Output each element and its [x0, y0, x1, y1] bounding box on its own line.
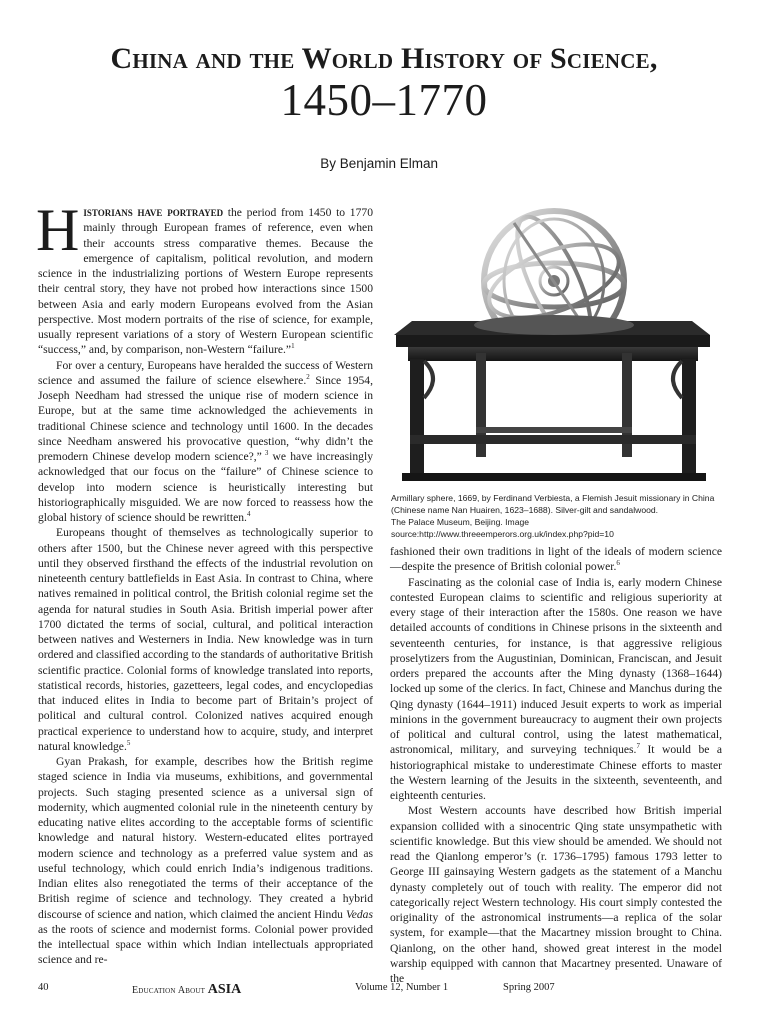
paragraph-1: Historians have portrayed the period from 1450 to 1770 mainly through European frames of reference, even when their accounts stress comparative themes. Because the emergence of capitalism, political revolution, and modern science in the industrializing portions of Western Europe represents their central story, they have not probed how interactions since 1500 between Asia and early modern Europeans evolved from the Asian perspective. Most modern portraits of the rise of science, for example, usually represent variations of a story of Western European scientific “success,” and, by comparison, non-Western “failure.”$^1$: [36, 197, 373, 357]
caption-source: The Palace Museum, Beijing. Image source:http://www.threeemperors.org.uk/index.php?pid=10: [391, 517, 614, 539]
column-left: [36, 197, 374, 968]
paragraph-2: For over a century, Europeans have heralded the success of Western science and assumed the failure of science elsewhere.$^2$ Since 1954, Joseph Needham had stressed the unique rise of modern science in Europe, but at the same time acknowledged the achievements in traditional Chinese science and technology until 1600. In the decades since Needham answered his provocative question, “why didn’t the premodern Chinese develop modern science?,” $^3$ we have increasingly acknowledged that our focus on the “failure” of Chinese science to develop into modern science is heuristically interesting but historiographically misguided. We are now forced to reassess how the global history of science should be rewritten.$^4$: [38, 358, 374, 524]
armillary-sphere-image: [392, 203, 722, 488]
paragraph-5: fashioned their own traditions in light of the ideals of modern science—despite the presence of British colonial power.$^6$: [390, 545, 722, 574]
article-years: 1450–1770: [280, 75, 488, 125]
issue-date: Spring 2007: [503, 982, 555, 993]
paragraph-6: Fascinating as the colonial case of India is, early modern Chinese contested European claims to scientific and religious superiority at every stage of their interaction after the 1580s. One reason we have detailed accounts of conditions in Chinese prisons in the sixteenth and seventeenth centuries, for instance, is that aggressive religious proselytizers from the Augustinian, Dominican, Franciscan, and Jesuit orders prepared the accounts after the Ming dynasty (1368–1644) locked up some of the clerics. In fact, Chinese and Manchus during the Qing dynasty (1644–1911) induced Jesuit experts to work as imperial minions in the government bureaucracy to augment their own projects of political and cultural control, using the latest mathematical, astronomical, military, and surveying techniques.$^7$ It would be a historiographical mistake to underestimate Chinese efforts to master the Western learning of the Jesuits in the sixteenth, seventeenth, and eighteenth centuries.: [390, 575, 723, 802]
armillary-sphere-illustration: [392, 203, 722, 488]
footnote-ref[interactable]: 2: [306, 372, 310, 381]
byline: By Benjamin Elman: [320, 156, 438, 171]
footnote-ref[interactable]: 1: [291, 342, 295, 351]
caption-description: Armillary sphere, 1669, by Ferdinand Verbiesta, a Flemish Jesuit missionary in China (Chinese name Nan Huairen, 1623–1688). Silver-gilt and sandalwood.: [391, 493, 715, 515]
article-title: China and the World History of Science,: [110, 42, 658, 75]
figure-caption: [391, 492, 727, 540]
page-number: 40: [38, 982, 49, 993]
lead-in: istorians have portrayed: [83, 205, 224, 219]
paragraph-3: Europeans thought of themselves as technologically superior to others after 1500, but the Chinese never agreed with this perspective until they observed firsthand the effects of the industrial revolution on nineteenth century battlefields in East Asia. In contrast to China, where natives remained in political control, the British colonial regime set the agenda for natural studies in South Asia. British imperial power after 1700 dictated the terms of social, cultural, and political interaction between natives and Westerners in India. New knowledge was in turn ordered and classified according to the standards of authoritative British scientific practice. Colonial forms of knowledge translated into reports, statistical records, histories, gazetteers, legal codes, and encyclopedias that induced elites in India to become part of Britain’s project of political and cultural control. Colonized natives acquired enough practical experience to understand how to acquire, study, and interpret natural knowledge.$^5$: [38, 526, 373, 753]
drop-cap: H: [36, 197, 80, 263]
paragraph-4: Gyan Prakash, for example, describes how the British regime staged science in India via museums, exhibitions, and governmental projects. Such staging presented science as a universal sign of modernity, which augmented colonial rule in the nineteenth century by educating native elites according to the acceptable forms of scientific knowledge and natural history. Western-educated elites portrayed modern science and technology as a preferred value system and as useful technology, which could enrich India’s indigenous traditions. Indian elites also renegotiated the terms of their acceptance of the British regime of science and technology. They created a hybrid discourse of science and nation, which claimed the ancient Hindu Vedas as the roots of science and modernist forms. Colonial power provided the intellectual space within which Indian intellectuals appropriated science and re-: [38, 755, 373, 967]
magazine-name: Education About ASIA: [132, 982, 242, 997]
column-right: [390, 544, 722, 986]
footnote-ref[interactable]: 7: [636, 742, 640, 751]
paragraph-7: Most Western accounts have described how British imperial expansion collided with a sinocentric Qing state unsympathetic with scientific knowledge. But this view should be amended. We should not read the Qianlong emperor’s (r. 1736–1795) famous 1793 letter to George III gainsaying Western gadgets as the statement of a Manchu dynasty completely out of touch with reality. The emperor did not categorically reject Western technology. His court simply contested the originality of the astronomical instruments—a replica of the solar system, for example—that the Macartney mission brought to China. Qianlong, on the other hand, showed great interest in the model warship equipped with cannon that Macartney presented. Unaware of the: [390, 804, 722, 985]
footnote-ref[interactable]: 4: [246, 510, 251, 519]
volume-number: Volume 12, Number 1: [355, 982, 449, 993]
footnote-ref[interactable]: 6: [616, 559, 620, 568]
footnote-ref[interactable]: 5: [126, 738, 131, 747]
footnote-ref[interactable]: 3: [261, 449, 269, 458]
